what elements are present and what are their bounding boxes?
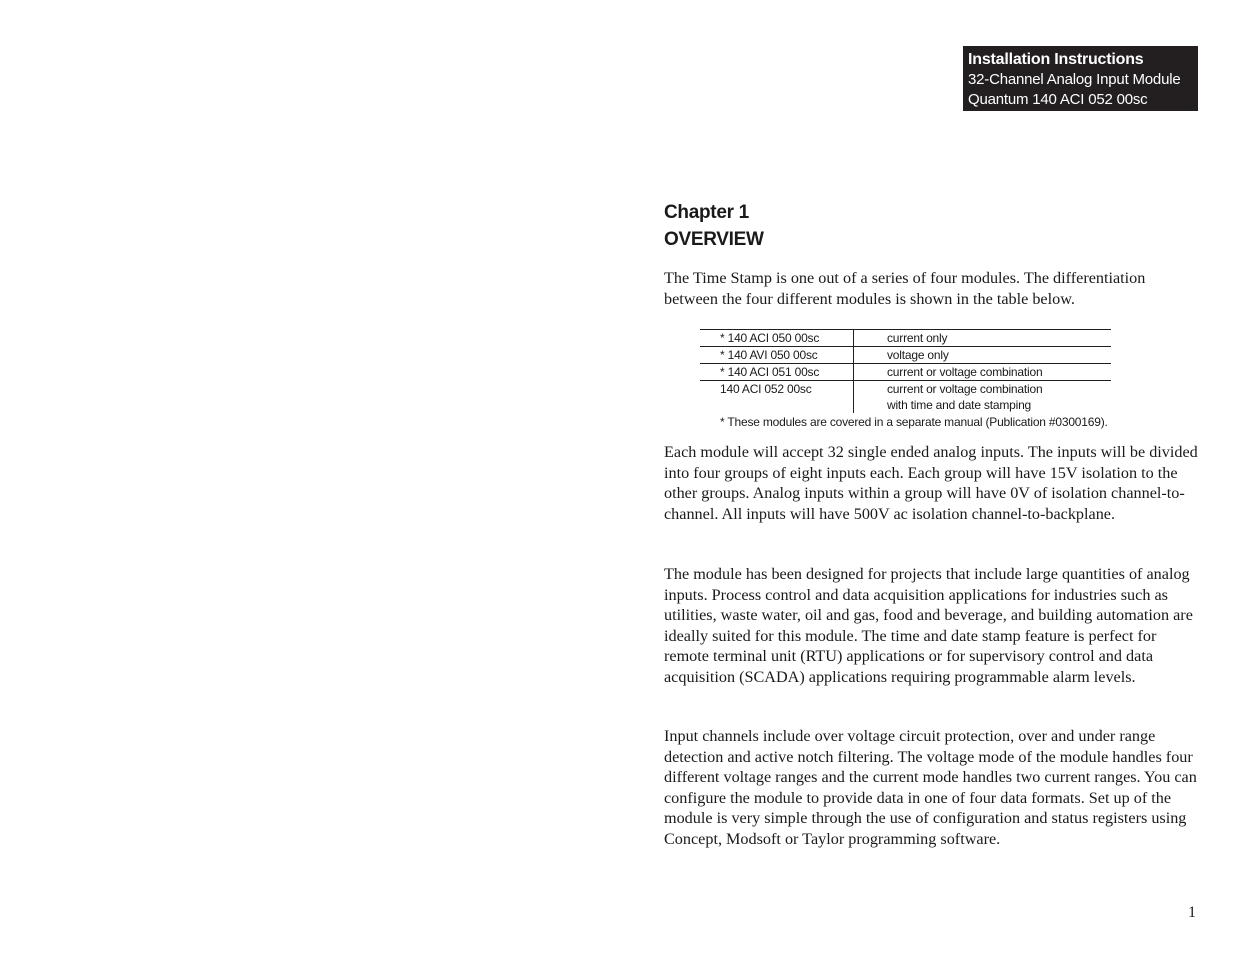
table-row bbox=[700, 380, 1111, 413]
module-cell: 140 ACI 052 00sc bbox=[700, 381, 854, 413]
table-row bbox=[700, 346, 1111, 363]
header-subtitle: 32-Channel Analog Input Module bbox=[968, 71, 1181, 88]
table-row bbox=[700, 363, 1111, 380]
module-cell: * 140 AVI 050 00sc bbox=[700, 347, 854, 363]
chapter-heading bbox=[664, 199, 764, 253]
body-paragraph: The module has been designed for projects that include large quantities of analog inputs. Process control and data acquisition applications for industries such as utilities, waste water, oil and gas, food and beverage, and building automation are ideally suited for this module. The time and date stamp feature is perfect for remote terminal unit (RTU) applications or for supervisory control and data acquisition (SCADA) applications requiring programmable alarm levels. bbox=[664, 565, 1193, 686]
header-title: Installation Instructions bbox=[968, 51, 1144, 68]
table-row bbox=[700, 329, 1111, 346]
module-table bbox=[700, 329, 1111, 430]
description-cell: current or voltage combination bbox=[887, 365, 1043, 379]
header-model: Quantum 140 ACI 052 00sc bbox=[968, 91, 1148, 108]
description-cell: current only bbox=[887, 331, 948, 345]
description-line: with time and date stamping bbox=[887, 398, 1032, 412]
table-footnote: * These modules are covered in a separate manual (Publication #0300169). bbox=[720, 415, 1108, 429]
body-paragraph: Input channels include over voltage circuit protection, over and under range detection and active notch filtering. The voltage mode of the module handles four different voltage ranges and the current mode handles two current ranges. You can configure the module to provide data in one of four data formats. Set up of the module is very simple through the use of configuration and status registers using Concept, Modsoft or Taylor programming software. bbox=[664, 727, 1197, 848]
body-paragraph: Each module will accept 32 single ended analog inputs. The inputs will be divided into four groups of eight inputs each. Each group will have 15V isolation to the other groups. Analog inputs within a group will have 0V of isolation channel-to-channel. All inputs will have 500V ac isolation channel-to-backplane. bbox=[664, 443, 1198, 523]
intro-paragraph: The Time Stamp is one out of a series of four modules. The differentiation between the four different modules is shown in the table below. bbox=[664, 269, 1146, 308]
chapter-number: Chapter 1 bbox=[664, 202, 749, 223]
module-cell: * 140 ACI 051 00sc bbox=[700, 364, 854, 380]
document-header-box bbox=[963, 46, 1198, 111]
chapter-title: OVERVIEW bbox=[664, 229, 764, 250]
description-line: current or voltage combination bbox=[887, 382, 1043, 396]
module-cell: * 140 ACI 050 00sc bbox=[700, 330, 854, 346]
description-cell bbox=[854, 381, 1111, 413]
page-number: 1 bbox=[1188, 904, 1196, 921]
description-cell: voltage only bbox=[887, 348, 949, 362]
